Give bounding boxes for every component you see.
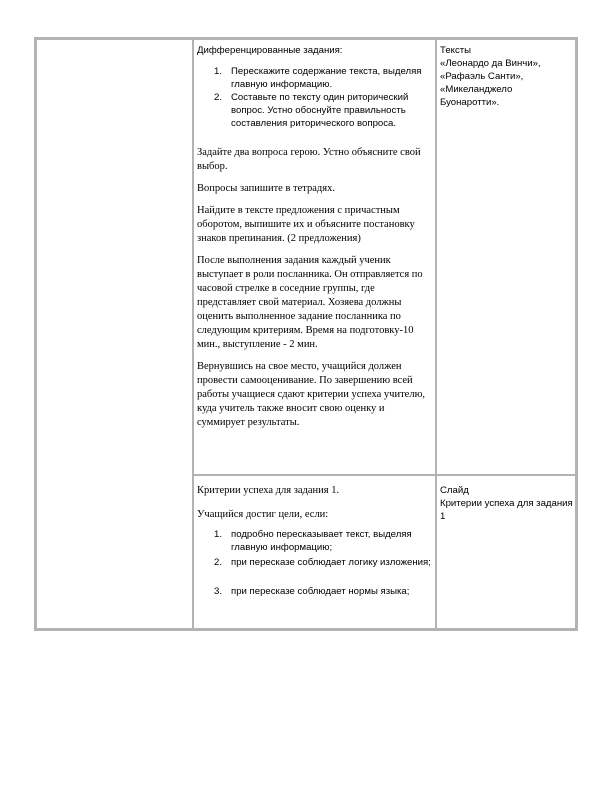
resource-line: «Микеланджело Буонаротти». (440, 84, 513, 108)
goal-text: Учащийся достиг цели, если: (197, 509, 329, 520)
resource-line: Слайд (440, 485, 469, 496)
resource-line: «Рафаэль Санти», (440, 71, 524, 82)
tasks-heading: Дифференцированные задания: (197, 45, 343, 56)
paragraph-participle: Найдите в тексте предложения с причастным оборотом, выпишите их и объясните постановку знаков препинания. (2 предложения) (197, 205, 415, 244)
resource-line: Тексты (440, 45, 472, 56)
list-item: 2. при пересказе соблюдает логику изложения; (214, 557, 431, 568)
row1-resources-cell (440, 44, 574, 109)
list-item: 1. Перескажите содержание текста, выделяя главную информацию. (214, 66, 422, 90)
criteria-heading: Критерии успеха для задания 1. (197, 485, 340, 496)
tasks-list (197, 65, 433, 130)
row-divider (192, 474, 578, 476)
list-item: 2. Составьте по тексту один риторический вопрос. Устно обоснуйте правильность составления риторического вопроса. (214, 92, 409, 129)
resource-line: Критерии успеха для задания 1 (440, 498, 573, 522)
paragraph-notebooks: Вопросы запишите в тетрадях. (197, 183, 335, 194)
column-divider-1 (192, 37, 194, 631)
list-item: 3. при пересказе соблюдает нормы языка; (214, 586, 410, 597)
criteria-list (197, 528, 433, 598)
row2-resources-cell (440, 484, 574, 523)
paragraph-self-assessment: Вернувшись на свое место, учащийся должен провести самооценивание. По завершению всей работы учащиеся сдают критерии успеха учителю, куда учитель также вносит свою оценку и суммирует результаты. (197, 361, 426, 428)
row1-activities-cell (197, 44, 433, 438)
list-item: 1. подробно пересказывает текст, выделяя главную информацию; (214, 529, 412, 553)
column-divider-2 (435, 37, 437, 631)
resource-line: «Леонардо да Винчи», (440, 58, 541, 69)
row2-criteria-cell (197, 484, 433, 598)
paragraph-envoy: После выполнения задания каждый ученик выступает в роли посланника. Он отправляется по часовой стрелке в соседние группы, где представляет свой материал. Хозяева должны оценить выполненное задание посланника по следующим критериям. Время на подготовку-10 мин., выступление - 2 мин. (197, 255, 423, 350)
paragraph-questions: Задайте два вопроса герою. Устно объясните свой выбор. (197, 147, 421, 172)
